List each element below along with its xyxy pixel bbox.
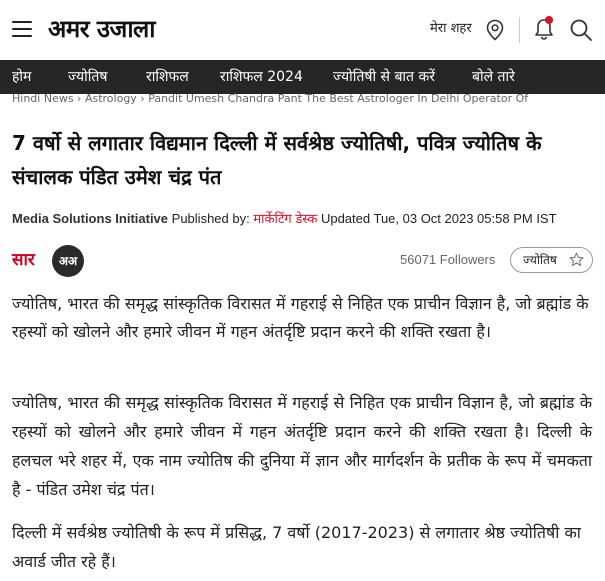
notification-dot xyxy=(545,16,553,24)
byline-org: Media Solutions Initiative xyxy=(12,211,169,226)
byline-updated: Updated Tue, 03 Oct 2023 05:58 PM IST xyxy=(320,211,557,226)
main-nav xyxy=(0,60,605,94)
my-city-label[interactable]: मेरा शहर xyxy=(430,21,472,36)
menu-icon[interactable] xyxy=(12,21,32,37)
top-header xyxy=(0,0,605,60)
nav-item-talk-to-astrologer[interactable]: ज्योतिषी से बात करें xyxy=(333,69,435,85)
header-divider xyxy=(519,17,520,43)
font-size-toggle-icon[interactable]: अअ xyxy=(52,245,84,277)
article-headline: 7 वर्षो से लगातार विद्यमान दिल्ली में सर्वश्रेष्ठ ज्योतिषी, पवित्र ज्योतिष के संचालक पंडित उमेश चंद्र पंत xyxy=(12,131,542,189)
section-gap xyxy=(0,372,605,384)
breadcrumb[interactable]: Hindi News › Astrology › Pandit Umesh Chandra Pant The Best Astrologer In Delhi Operator Of xyxy=(12,92,529,105)
summary-label: सार xyxy=(12,250,35,270)
follow-topic-button[interactable] xyxy=(510,247,593,273)
followers-count: 56071 Followers xyxy=(400,252,496,267)
nav-item-astrology[interactable]: ज्योतिष xyxy=(68,69,108,85)
byline-author-link[interactable]: मार्केटिंग डेस्क xyxy=(253,211,318,226)
nav-item-bole-tare[interactable]: बोले तारे xyxy=(472,69,515,85)
article-summary: ज्योतिष, भारत की समृद्ध सांस्कृतिक विरासत में गहराई से निहित एक प्राचीन विज्ञान है, जो ब्रह्मांड के रहस्यों को खोलने और हमारे जीवन में गहन अंतर्दृष्टि प्रदान करने की शक्ति रखता है। xyxy=(12,294,589,341)
article-paragraph-1: ज्योतिष, भारत की समृद्ध सांस्कृतिक विरासत में गहराई से निहित एक प्राचीन विज्ञान है, जो ब्रह्मांड के रहस्यों को खोलने और हमारे जीवन में गहन अंतर्दृष्टि प्रदान करने की शक्ति रखता है। दिल्ली के हलचल भरे शहर में, एक नाम ज्योतिष की दुनिया में ज्ञान और मार्गदर्शन के प्रतीक के रूप में चमकता है - पंडित उमेश चंद्र पंत। xyxy=(12,393,592,499)
site-logo[interactable]: अमर उजाला xyxy=(48,14,156,43)
byline-published-label: Published by: xyxy=(171,211,250,226)
nav-item-horoscope-2024[interactable]: राशिफल 2024 xyxy=(220,69,303,85)
article-byline xyxy=(12,210,557,228)
topic-label: ज्योतिष xyxy=(523,253,557,267)
location-pin-icon[interactable] xyxy=(485,19,505,41)
nav-item-horoscope[interactable]: राशिफल xyxy=(146,69,189,85)
article-paragraph-2: दिल्ली में सर्वश्रेष्ठ ज्योतिषी के रूप में प्रसिद्ध, 7 वर्षो (2017-2023) से लगातार श्रेष्ठ ज्योतिषी का अवार्ड जीत रहे हैं। xyxy=(12,523,581,571)
nav-item-home[interactable]: होम xyxy=(12,69,32,85)
search-icon[interactable] xyxy=(569,18,593,42)
star-icon xyxy=(569,252,584,267)
